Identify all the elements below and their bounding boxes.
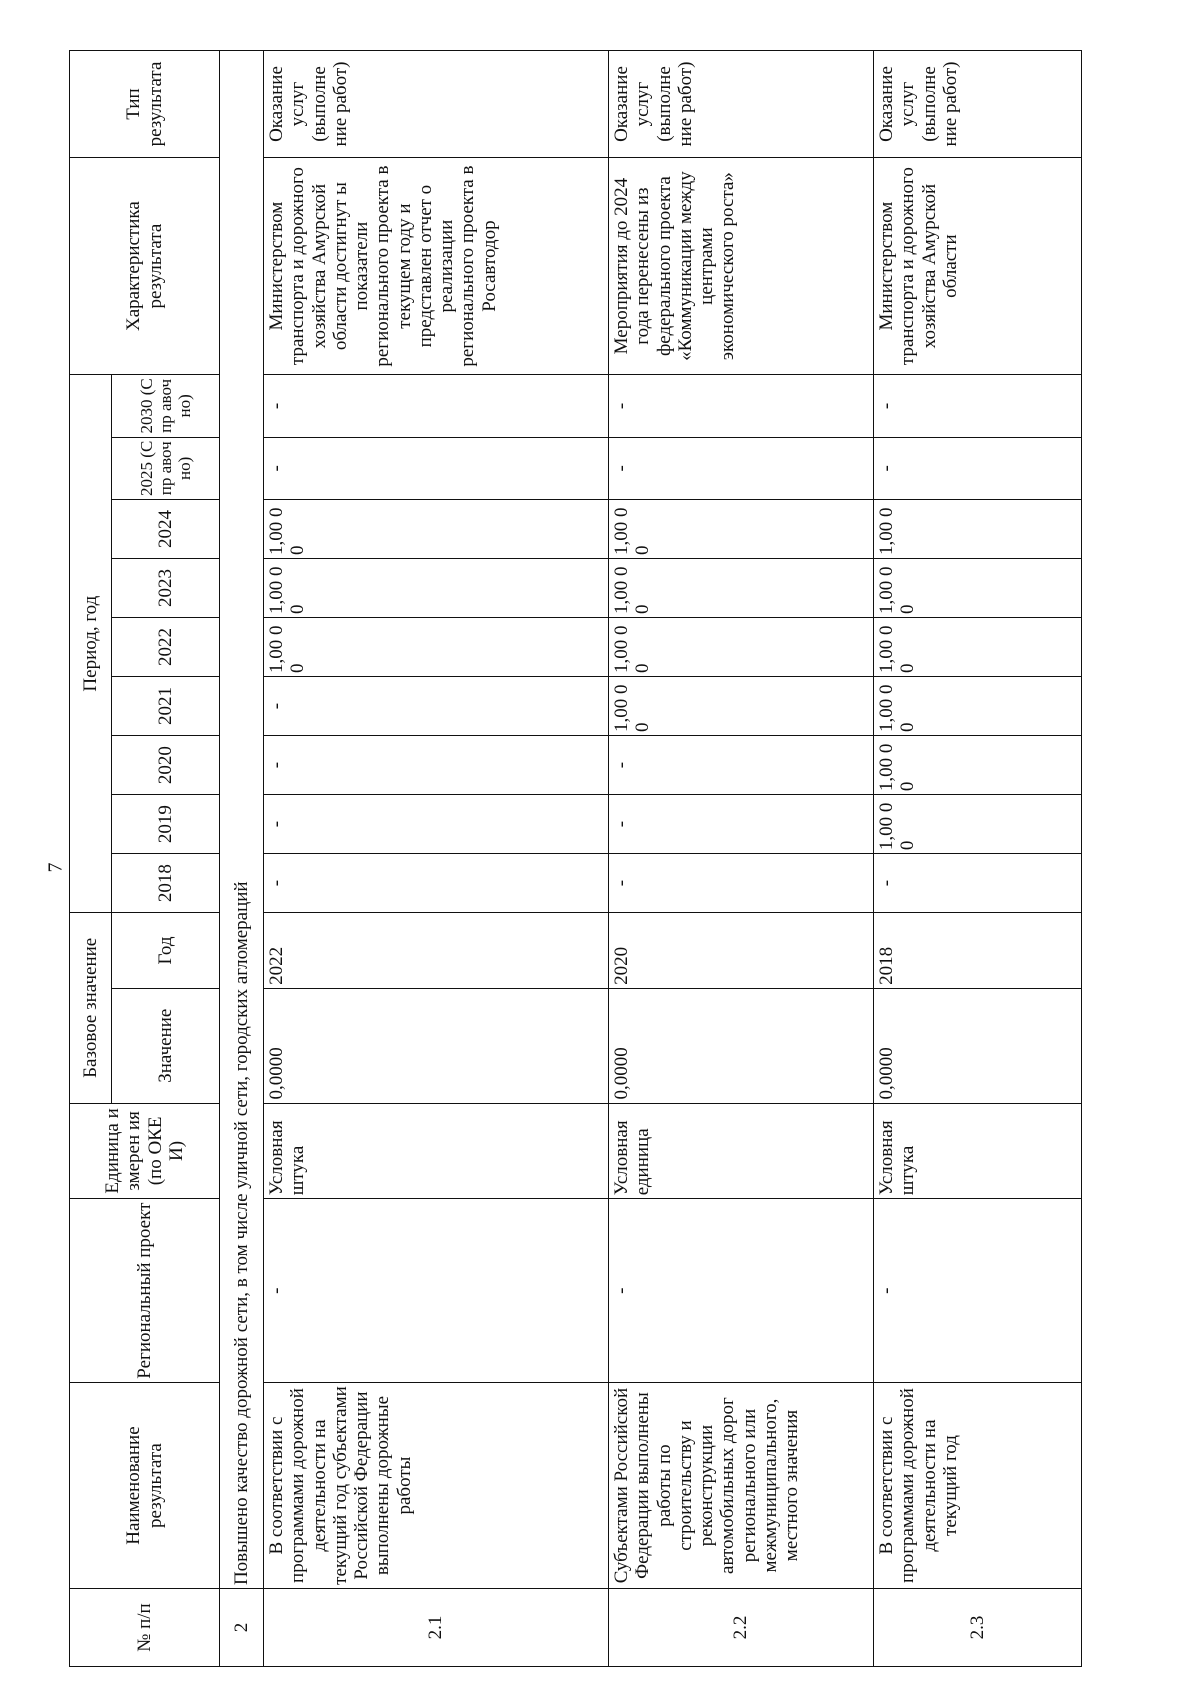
row-value-2019: - xyxy=(264,795,609,854)
header-base-year: Год xyxy=(112,913,220,989)
row-value-2021: 1,00 00 xyxy=(609,677,874,736)
row-project: - xyxy=(264,1199,609,1383)
row-value-2022: 1,00 00 xyxy=(264,618,609,677)
row-value-2021: - xyxy=(264,677,609,736)
header-year-2018: 2018 xyxy=(112,854,220,913)
header-project: Региональный проект xyxy=(70,1199,220,1383)
header-unit: Единица измерен ия (по ОКЕИ) xyxy=(70,1103,220,1199)
section-row xyxy=(220,51,264,1667)
row-type: Оказание услуг (выполне ние работ) xyxy=(609,51,874,158)
row-value-2020: - xyxy=(264,736,609,795)
row-unit: Условная штука xyxy=(874,1103,1082,1199)
row-value-2025: - xyxy=(609,437,874,499)
row-value-2024: 1,00 00 xyxy=(264,499,609,558)
row-value-2018: - xyxy=(874,854,1082,913)
row-value-2024: 1,00 0 xyxy=(874,499,1082,558)
header-year-2030: 2030 (Спр авоч но) xyxy=(112,375,220,437)
row-base-year: 2018 xyxy=(874,913,1082,989)
header-type: Тип результата xyxy=(70,51,220,158)
header-num: № п/п xyxy=(70,1589,220,1667)
row-project: - xyxy=(609,1199,874,1383)
table-row xyxy=(264,51,609,1667)
page-number: 7 xyxy=(44,862,67,873)
section-title: Повышено качество дорожной сети, в том числе уличной сети, городских агломераций xyxy=(220,51,264,1589)
header-row-1 xyxy=(70,51,112,1667)
row-value-2019: - xyxy=(609,795,874,854)
row-value-2025: - xyxy=(264,437,609,499)
header-characteristic: Характеристика результата xyxy=(70,158,220,375)
row-characteristic: Министерством транспорта и дорожного хозяйства Амурской области достигнут ы показатели регионального проекта в текущем году и представлен отчет о реализации регионального проекта в Росавтодор xyxy=(264,158,609,375)
row-characteristic: Мероприятия до 2024 года перенесены из федерального проекта «Коммуникации между центрами экономического роста» xyxy=(609,158,874,375)
row-base-year: 2022 xyxy=(264,913,609,989)
row-name: В соответствии с программами дорожной деятельности на текущий год xyxy=(874,1383,1082,1589)
row-value-2023: 1,00 00 xyxy=(264,559,609,618)
row-base-value: 0,0000 xyxy=(609,988,874,1103)
header-name: Наименование результата xyxy=(70,1383,220,1589)
table-row xyxy=(609,51,874,1667)
row-name: Субъектами Российской Федерации выполнены работы по строительству и реконструкции автомобильных дорог регионального или межмуниципального, местного значения xyxy=(609,1383,874,1589)
header-year-2019: 2019 xyxy=(112,795,220,854)
table-row xyxy=(874,51,1082,1667)
header-period: Период, год xyxy=(70,375,112,913)
row-value-2030: - xyxy=(264,375,609,437)
row-name: В соответствии с программами дорожной деятельности на текущий год субъектами Российской Федерации выполнены дорожные работы xyxy=(264,1383,609,1589)
header-year-2022: 2022 xyxy=(112,618,220,677)
row-value-2030: - xyxy=(609,375,874,437)
row-value-2023: 1,00 00 xyxy=(609,559,874,618)
row-unit: Условная штука xyxy=(264,1103,609,1199)
row-characteristic: Министерством транспорта и дорожного хозяйства Амурской области xyxy=(874,158,1082,375)
header-base: Базовое значение xyxy=(70,913,112,1103)
row-value-2018: - xyxy=(609,854,874,913)
row-value-2021: 1,00 00 xyxy=(874,677,1082,736)
row-value-2020: 1,00 00 xyxy=(874,736,1082,795)
row-type: Оказание услуг (выполне ние работ) xyxy=(264,51,609,158)
row-num: 2.1 xyxy=(264,1589,609,1667)
row-value-2020: - xyxy=(609,736,874,795)
section-num: 2 xyxy=(220,1589,264,1667)
header-year-2023: 2023 xyxy=(112,559,220,618)
row-num: 2.3 xyxy=(874,1589,1082,1667)
row-base-value: 0,0000 xyxy=(264,988,609,1103)
row-base-value: 0,0000 xyxy=(874,988,1082,1103)
row-value-2019: 1,00 00 xyxy=(874,795,1082,854)
row-type: Оказание услуг (выполне ние работ) xyxy=(874,51,1082,158)
row-value-2023: 1,00 00 xyxy=(874,559,1082,618)
header-base-value: Значение xyxy=(112,988,220,1103)
row-value-2018: - xyxy=(264,854,609,913)
row-value-2022: 1,00 00 xyxy=(874,618,1082,677)
row-base-year: 2020 xyxy=(609,913,874,989)
row-project: - xyxy=(874,1199,1082,1383)
row-unit: Условная единица xyxy=(609,1103,874,1199)
header-year-2020: 2020 xyxy=(112,736,220,795)
header-year-2024: 2024 xyxy=(112,499,220,558)
results-table xyxy=(69,50,1082,1667)
header-year-2025: 2025 (Спр авоч но) xyxy=(112,437,220,499)
row-value-2022: 1,00 00 xyxy=(609,618,874,677)
header-year-2021: 2021 xyxy=(112,677,220,736)
row-value-2030: - xyxy=(874,375,1082,437)
results-table-sheet xyxy=(69,50,1081,1667)
row-value-2025: - xyxy=(874,437,1082,499)
row-num: 2.2 xyxy=(609,1589,874,1667)
row-value-2024: 1,00 00 xyxy=(609,499,874,558)
